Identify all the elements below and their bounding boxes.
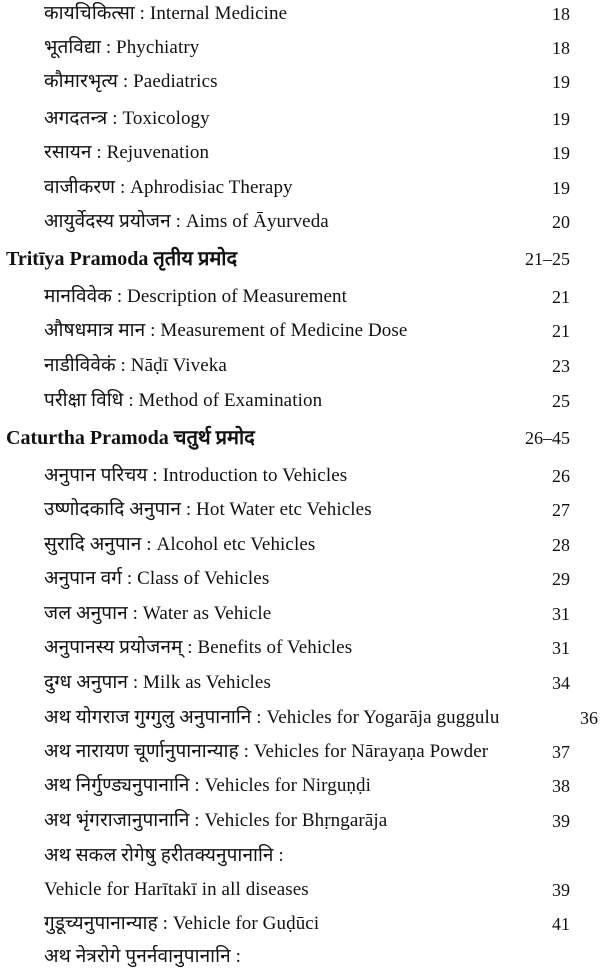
toc-entry-page: 39 [552,880,570,900]
toc-entry-title: अनुपानस्य प्रयोजनम् : Benefits of Vehicles [44,637,353,658]
toc-entry [0,528,600,562]
toc-entry [0,136,600,170]
toc-entry-title: आयुर्वेदस्य प्रयोजन : Aims of Āyurveda [44,211,329,232]
toc-entry-page: 31 [552,638,570,658]
toc-entry-title: मानविवेक : Description of Measurement [44,286,348,307]
section-title: Tritīya Pramoda तृतीय प्रमोद [6,248,238,270]
toc-entry [0,205,600,239]
toc-entry [0,907,600,941]
toc-entry-page: 20 [552,212,570,232]
toc-entry-title: Vehicle for Harītakī in all diseases [44,879,309,900]
toc-entry-page: 41 [552,914,570,934]
toc-entry-page: 34 [552,673,570,693]
toc-entry [0,493,600,527]
section-page-range: 21–25 [525,249,570,269]
toc-entry-title: गुडूच्यनुपानान्याह : Vehicle for Guḍūci [44,913,320,934]
toc-entry [0,769,600,803]
toc-entry-title: दुग्ध अनुपान : Milk as Vehicles [44,672,271,693]
toc-entry [0,314,600,348]
toc-entry-page: 19 [552,72,570,92]
toc-entry-title: उष्णोदकादि अनुपान : Hot Water etc Vehicles [44,499,372,520]
toc-entry-page: 21 [552,287,570,307]
toc-entry-title: अथ सकल रोगेषु हरीतक्यनुपानानि : [44,845,284,866]
toc-entry-page: 39 [552,811,570,831]
toc-entry [0,65,600,99]
toc-entry-page: 29 [552,569,570,589]
toc-entry-title: अथ भृंगराजानुपानानि : Vehicles for Bhṛngarāja [44,810,388,831]
toc-entry-page: 19 [552,178,570,198]
toc-entry-title: कौमारभृत्य : Paediatrics [44,71,218,92]
section-title: Caturtha Pramoda चतुर्थ प्रमोद [6,427,255,449]
toc-entry-title: वाजीकरण : Aphrodisiac Therapy [44,177,293,198]
toc-entry [0,102,600,136]
toc-entry [0,873,600,907]
toc-entry-title: परीक्षा विधि : Method of Examination [44,390,323,411]
toc-entry-title: जल अनुपान : Water as Vehicle [44,603,272,624]
toc-entry-title: रसायन : Rejuvenation [44,142,210,163]
toc-entry-title: कायचिकित्सा : Internal Medicine [44,3,288,24]
toc-entry-title: अथ नेत्ररोगे पुनर्नवानुपानानि : [44,946,241,967]
toc-entry [0,597,600,631]
toc-entry-page: 31 [552,604,570,624]
toc-entry [0,631,600,665]
toc-entry [0,0,600,31]
toc-section-heading [0,242,600,276]
toc-entry [0,349,600,383]
toc-entry-title: अनुपान वर्ग : Class of Vehicles [44,568,270,589]
section-page-range: 26–45 [525,428,570,448]
toc-entry-title: अनुपान परिचय : Introduction to Vehicles [44,465,348,486]
toc-entry-title: भूतविद्या : Phychiatry [44,37,200,58]
toc-entry-page: 27 [552,500,570,520]
toc-section-heading [0,421,600,455]
toc-entry [0,940,600,974]
toc-entry-page: 25 [552,391,570,411]
toc-entry-title: औषधमात्र मान : Measurement of Medicine Dose [44,320,408,341]
toc-entry-page: 37 [552,742,570,762]
toc-entry-page: 23 [552,356,570,376]
toc-entry-page: 28 [552,535,570,555]
toc-entry-page: 19 [552,109,570,129]
toc-entry-page: 38 [552,776,570,796]
toc-entry [0,562,600,596]
toc-entry-page: 19 [552,143,570,163]
toc-entry-title: अगदतन्त्र : Toxicology [44,108,210,129]
toc-entry [0,839,600,873]
toc-entry [0,171,600,205]
toc-entry [0,804,600,838]
toc-entry-title: सुरादि अनुपान : Alcohol etc Vehicles [44,534,316,555]
toc-entry-title: अथ निर्गुण्ड्यनुपानानि : Vehicles for Nirguṇḍi [44,775,372,796]
toc-entry-page: 21 [552,321,570,341]
toc-entry [0,31,600,65]
toc-entry-title: अथ योगराज गुग्गुलु अनुपानानि : Vehicles for Yogarāja guggulu [44,707,500,728]
toc-entry-title: अथ नारायण चूर्णानुपानान्याह : Vehicles for Nārayaṇa Powder [44,741,489,762]
toc-entry-page: 26 [552,466,570,486]
toc-entry [0,666,600,700]
toc-entry [0,459,600,493]
toc-entry-page: 36 [580,708,598,728]
toc-entry-page: 18 [552,38,570,58]
toc-entry [0,384,600,418]
toc-entry-title: नाडीविवेकं : Nāḍī Viveka [44,355,227,376]
toc-entry [0,280,600,314]
toc-entry [0,735,600,769]
toc-entry [0,701,600,735]
toc-entry-page: 18 [552,4,570,24]
